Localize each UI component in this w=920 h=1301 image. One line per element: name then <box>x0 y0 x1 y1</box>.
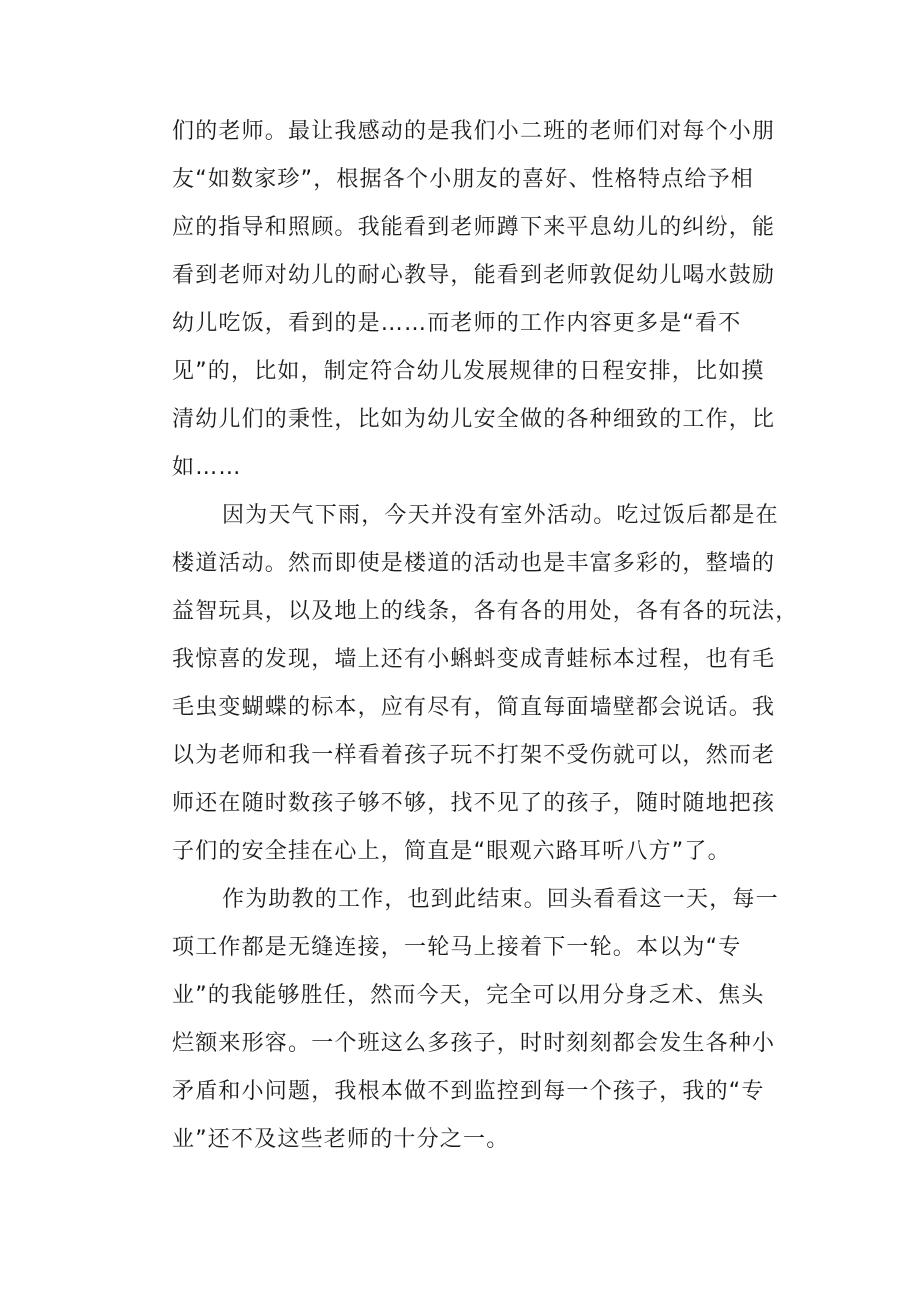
text-line: 子们的安全挂在心上，简直是“眼观六路耳听八方”了。 <box>172 839 731 864</box>
text-line: 矛盾和小问题，我根本做不到监控到每一个孩子，我的“专 <box>172 1079 765 1104</box>
text-line: 项工作都是无缝连接，一轮马上接着下一轮。本以为“专 <box>172 935 742 960</box>
text-line: 应的指导和照顾。我能看到老师蹲下来平息幼儿的纠纷，能 <box>172 215 776 240</box>
text-line: 看到老师对幼儿的耐心教导，能看到老师敦促幼儿喝水鼓励 <box>172 263 776 288</box>
text-line: 们的老师。最让我感动的是我们小二班的老师们对每个小朋 <box>172 119 776 144</box>
text-line: 幼儿吃饭，看到的是……而老师的工作内容更多是“看不 <box>172 311 742 336</box>
text-line: 因为天气下雨，今天并没有室外活动。吃过饭后都是在 <box>222 503 779 528</box>
text-line: 毛虫变蝴蝶的标本，应有尽有，简直每面墙壁都会说话。我 <box>172 695 776 720</box>
paragraph-1 <box>172 108 802 492</box>
text-line: 业”的我能够胜任，然而今天，完全可以用分身乏术、焦头 <box>172 983 765 1008</box>
text-line: 楼道活动。然而即使是楼道的活动也是丰富多彩的，整墙的 <box>172 551 776 576</box>
text-line: 益智玩具，以及地上的线条，各有各的用处，各有各的玩法， <box>172 599 799 624</box>
paragraph-3 <box>172 876 802 1164</box>
text-line: 如…… <box>172 455 242 480</box>
paragraph-2 <box>172 492 802 876</box>
text-line: 友“如数家珍”，根据各个小朋友的喜好、性格特点给予相 <box>172 167 754 192</box>
text-line: 以为老师和我一样看着孩子玩不打架不受伤就可以，然而老 <box>172 743 776 768</box>
text-line: 烂额来形容。一个班这么多孩子，时时刻刻都会发生各种小 <box>172 1031 776 1056</box>
text-line: 我惊喜的发现，墙上还有小蝌蚪变成青蛙标本过程，也有毛 <box>172 647 776 672</box>
text-line: 师还在随时数孩子够不够，找不见了的孩子，随时随地把孩 <box>172 791 776 816</box>
text-line: 业”还不及这些老师的十分之一。 <box>172 1127 510 1152</box>
text-line: 作为助教的工作，也到此结束。回头看看这一天，每一 <box>222 887 779 912</box>
text-line: 清幼儿们的秉性，比如为幼儿安全做的各种细致的工作，比 <box>172 407 776 432</box>
text-line: 见”的，比如，制定符合幼儿发展规律的日程安排，比如摸 <box>172 359 765 384</box>
